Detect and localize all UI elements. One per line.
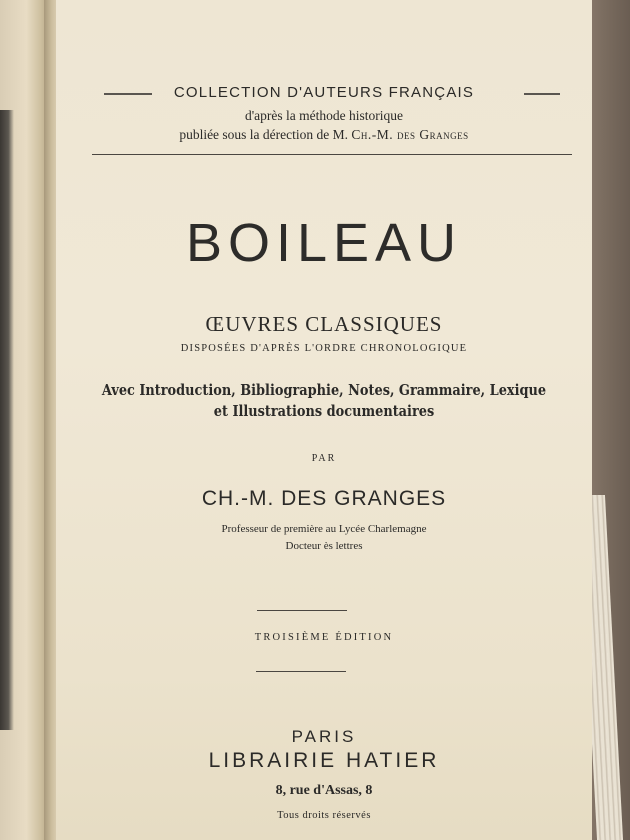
edition-label: TROISIÈME ÉDITION	[254, 632, 394, 643]
left-page-shadow	[0, 110, 14, 730]
edition-rule-bottom	[256, 671, 346, 672]
book-subtitle: ŒUVRES CLASSIQUES	[205, 312, 443, 336]
collection-header	[56, 84, 592, 106]
book-contents-line-2: et Illustrations documentaires	[213, 402, 435, 420]
publisher-name: LIBRAIRIE HATIER	[208, 749, 440, 772]
collection-method: d'après la méthode historique	[244, 108, 403, 123]
collection-title: COLLECTION D'AUTEURS FRANÇAIS	[173, 84, 475, 101]
collection-director-name: Ch.-M. des Granges	[351, 127, 469, 142]
book-contents-line-1: Avec Introduction, Bibliographie, Notes, Grammaire, Lexique	[101, 381, 547, 399]
book-arrangement: DISPOSÉES D'APRÈS L'ORDRE CHRONOLOGIQUE	[180, 343, 468, 354]
by-label: PAR	[311, 453, 337, 464]
author-role-1: Professeur de première au Lycée Charlemagne	[221, 523, 427, 535]
collection-rule-right	[524, 93, 560, 95]
book-title: BOILEAU	[185, 213, 463, 273]
collection-direction	[56, 127, 592, 143]
collection-direction-text: publiée sous la dérection de M.	[179, 127, 352, 142]
publisher-address: 8, rue d'Assas, 8	[275, 783, 373, 798]
edition-rule-top	[257, 610, 347, 611]
header-divider	[92, 154, 572, 155]
imprint-city: PARIS	[291, 727, 357, 746]
title-page	[56, 0, 592, 840]
rights-notice: Tous droits réservés	[277, 810, 371, 821]
author-role-2: Docteur ès lettres	[285, 540, 363, 552]
author-name: CH.-M. DES GRANGES	[201, 487, 447, 510]
